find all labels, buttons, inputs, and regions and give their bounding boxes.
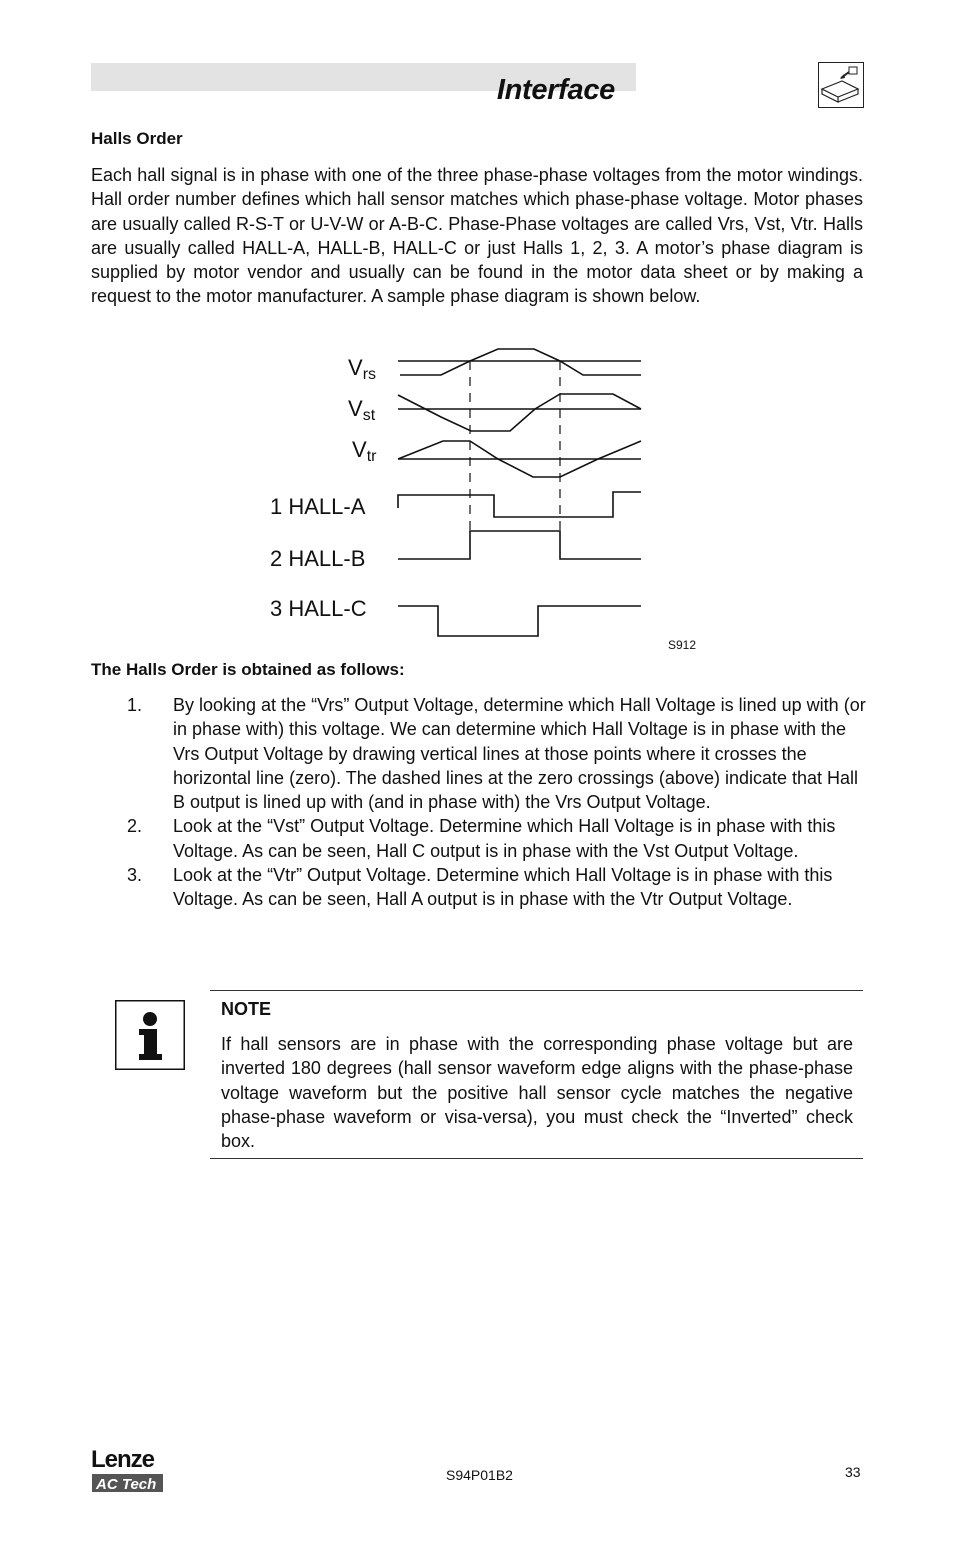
procedure-steps xyxy=(91,693,866,912)
info-icon xyxy=(115,1000,185,1070)
figure-code: S912 xyxy=(668,638,697,652)
step-number: 1. xyxy=(127,695,143,715)
step-item xyxy=(91,814,866,863)
note-title: NOTE xyxy=(221,999,272,1019)
document-code: S94P01B2 xyxy=(446,1467,513,1483)
phase-diagram xyxy=(258,340,708,660)
hall-c-label: 3 HALL-C xyxy=(270,596,367,621)
vtr-label: Vtr xyxy=(352,437,377,465)
procedure-heading: The Halls Order is obtained as follows: xyxy=(91,660,405,679)
note-bottom-rule xyxy=(210,1158,863,1159)
step-text: Look at the “Vtr” Output Voltage. Determine which Hall Voltage is in phase with this Voltage. As can be seen, Hall A output is in phase with the Vtr Output Voltage. xyxy=(173,865,833,910)
section-heading: Halls Order xyxy=(91,129,183,148)
hall-b-label: 2 HALL-B xyxy=(270,546,366,571)
step-text: By looking at the “Vrs” Output Voltage, determine which Hall Voltage is lined up with (or in phase with) this voltage. We can determine which Hall Voltage is in phase with the Vrs Output Voltage by drawing vertical lines at those points where it crosses the horizontal line (zero). The dashed lines at the zero crossings (above) indicate that Hall B output is lined up with (and in phase with) the Vrs Output Voltage. xyxy=(173,695,866,813)
hall-c-waveform xyxy=(398,606,641,636)
step-item xyxy=(91,693,866,814)
step-number: 2. xyxy=(127,816,143,837)
vrs-label: Vrs xyxy=(348,355,377,383)
note-top-rule xyxy=(210,990,863,991)
vst-waveform xyxy=(398,394,641,431)
lenze-ac-tech-logo xyxy=(91,1445,165,1495)
vrs-waveform xyxy=(400,349,641,375)
note-body: If hall sensors are in phase with the corresponding phase voltage but are inverted 180 degrees (hall sensor waveform edge aligns with the phase-phase voltage waveform but the positive hall sensor cycle matches the negative phase-phase waveform or visa-versa), you must check the “Inverted” check box. xyxy=(221,1034,853,1152)
step-text: Look at the “Vst” Output Voltage. Determine which Hall Voltage is in phase with this Voltage. As can be seen, Hall C output is in phase with the Vst Output Voltage. xyxy=(173,816,836,861)
page-number: 33 xyxy=(845,1464,861,1480)
page-title: Interface xyxy=(496,74,615,106)
svg-text:AC Tech: AC Tech xyxy=(96,1476,157,1493)
hall-a-label: 1 HALL-A xyxy=(270,494,366,519)
hall-b-waveform xyxy=(398,531,641,559)
hall-a-waveform xyxy=(398,492,641,517)
step-item xyxy=(91,863,866,912)
svg-text:Lenze: Lenze xyxy=(91,1446,155,1473)
installation-box-icon xyxy=(818,62,864,108)
intro-paragraph: Each hall signal is in phase with one of the three phase-phase voltages from the motor windings. Hall order number defines which hall sensor matches which phase-phase voltage. Motor phases are usually called R-S-T or U-V-W or A-B-C. Phase-Phase voltages are called Vrs, Vst, Vtr. Halls are usually called HALL-A, HALL-B, HALL-C or just Halls 1, 2, 3. A motor’s phase diagram is supplied by motor vendor and usually can be found in the motor data sheet or by making a request to the motor manufacturer. A sample phase diagram is shown below. xyxy=(91,165,863,307)
step-number: 3. xyxy=(127,865,143,886)
vst-label: Vst xyxy=(348,396,376,424)
